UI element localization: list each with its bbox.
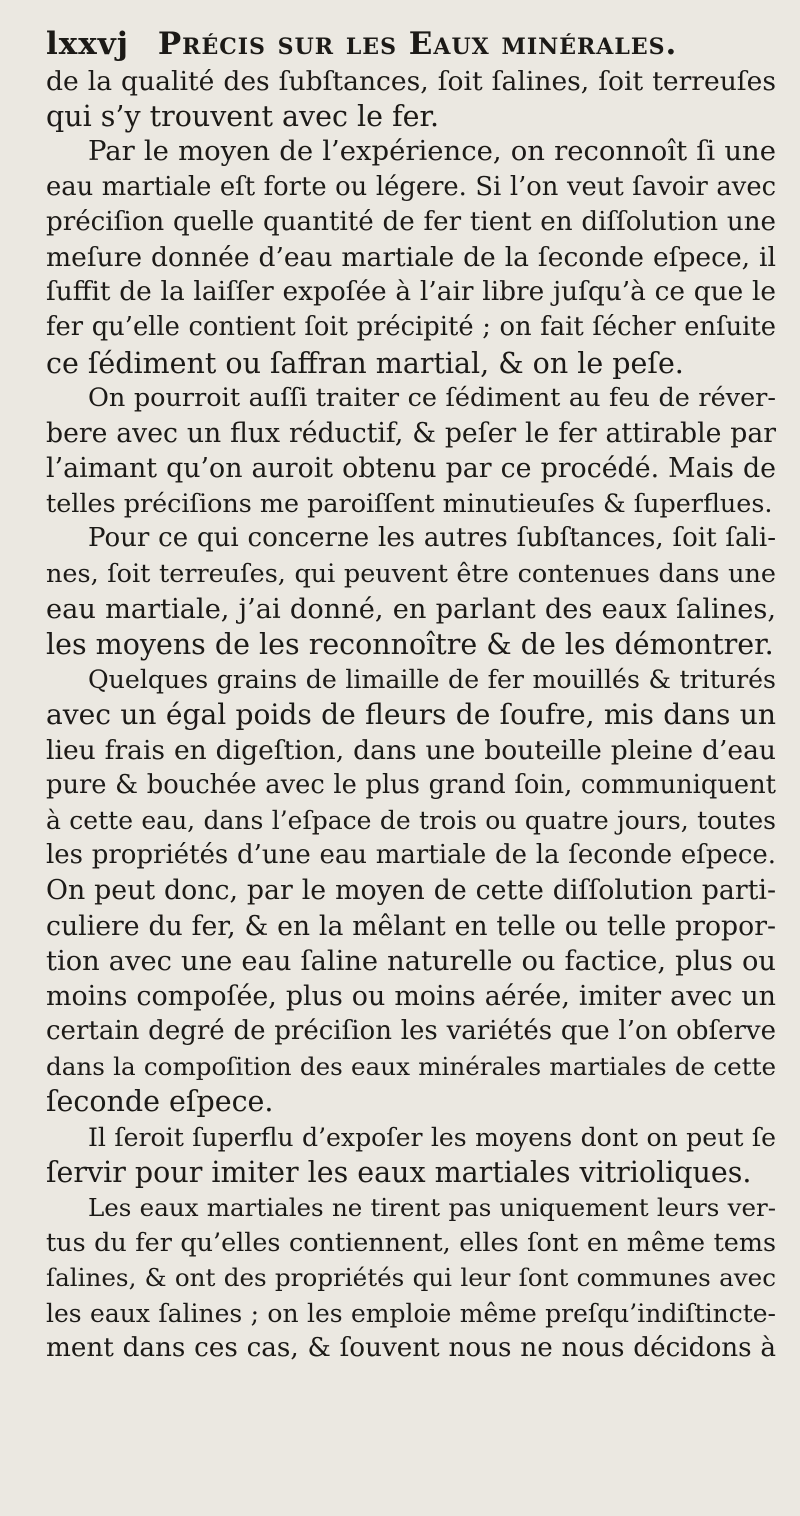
text-line: ſuffit de la laiſſer expoſée à l’air libre juſqu’à ce que le xyxy=(46,277,776,308)
text-line: qui s’y trouvent avec le fer. xyxy=(46,100,440,134)
text-line: les eaux ſalines ; on les emploie même preſqu’indiſtincte- xyxy=(46,1298,776,1328)
text-line: l’aimant qu’on auroit obtenu par ce procédé. Mais de xyxy=(46,453,776,485)
text-line: Pour ce qui concerne les autres ſubſtances, ſoit ſali- xyxy=(88,523,776,554)
page-header xyxy=(46,26,776,66)
text-line: On pourroit auſſi traiter ce ſédiment au feu de réver- xyxy=(88,382,776,413)
text-line: avec un égal poids de fleurs de ſoufre, mis dans un xyxy=(46,698,776,732)
text-line: Les eaux martiales ne tirent pas uniquement leurs ver- xyxy=(88,1193,776,1222)
text-line: dans la compoſition des eaux minérales martiales de cette xyxy=(46,1052,776,1082)
text-line: de la qualité des ſubſtances, ſoit ſalines, ſoit terreuſes xyxy=(46,66,776,97)
text-line: à cette eau, dans l’eſpace de trois ou quatre jours, toutes xyxy=(46,805,776,835)
text-line: telles préciſions me paroiſſent minutieuſes & ſuperflues. xyxy=(46,488,773,519)
text-line: les propriétés d’une eau martiale de la ſeconde eſpece. xyxy=(46,840,776,871)
text-line: fer qu’elle contient ſoit précipité ; on fait ſécher enſuite xyxy=(46,312,776,343)
text-line: certain degré de préciſion les variétés que l’on obſerve xyxy=(46,1016,776,1047)
text-line: Quelques grains de limaille de fer mouillés & triturés xyxy=(88,665,776,695)
text-line: Il ſeroit ſuperflu d’expoſer les moyens dont on peut ſe xyxy=(88,1122,776,1152)
text-line: lieu frais en digeſtion, dans une bouteille pleine d’eau xyxy=(46,734,776,766)
text-line: eau martiale eſt forte ou légere. Si l’on veut ſavoir avec xyxy=(46,171,776,202)
text-line: eau martiale, j’ai donné, en parlant des eaux ſalines, xyxy=(46,593,776,625)
text-line: ſalines, & ont des propriétés qui leur ſont communes avec xyxy=(46,1263,776,1293)
text-line: bere avec un flux réductif, & peſer le fer attirable par xyxy=(46,417,776,449)
text-line: pure & bouchée avec le plus grand ſoin, communiquent xyxy=(46,769,776,800)
text-line: ſervir pour imiter les eaux martiales vitrioliques. xyxy=(46,1155,752,1189)
text-line: nes, ſoit terreuſes, qui peuvent être contenues dans une xyxy=(46,558,776,589)
text-line: ce ſédiment ou ſaffran martial, & on le peſe. xyxy=(46,346,684,380)
page-number: lxxvj xyxy=(46,26,129,62)
text-line: moins compoſée, plus ou moins aérée, imiter avec un xyxy=(46,980,776,1012)
body-text xyxy=(46,64,776,1366)
text-line: tus du fer qu’elles contiennent, elles ſont en même tems xyxy=(46,1227,776,1258)
text-line: préciſion quelle quantité de fer tient en diſſolution une xyxy=(46,206,776,237)
text-line: On peut donc, par le moyen de cette diſſolution parti- xyxy=(46,875,776,907)
text-line: ſeconde eſpece. xyxy=(46,1085,274,1119)
text-line: meſure donnée d’eau martiale de la ſeconde eſpece, il xyxy=(46,241,776,273)
text-line: les moyens de les reconnoître & de les démontrer. xyxy=(46,628,774,661)
text-line: Par le moyen de l’expérience, on reconnoît ſi une xyxy=(88,136,776,168)
text-line: tion avec une eau ſaline naturelle ou factice, plus ou xyxy=(46,945,776,977)
running-title: Précis sur les Eaux minérales. xyxy=(157,26,678,62)
text-line: ment dans ces cas, & ſouvent nous ne nous décidons à xyxy=(46,1332,776,1363)
text-line: culiere du fer, & en la mêlant en telle ou telle propor- xyxy=(46,910,776,942)
